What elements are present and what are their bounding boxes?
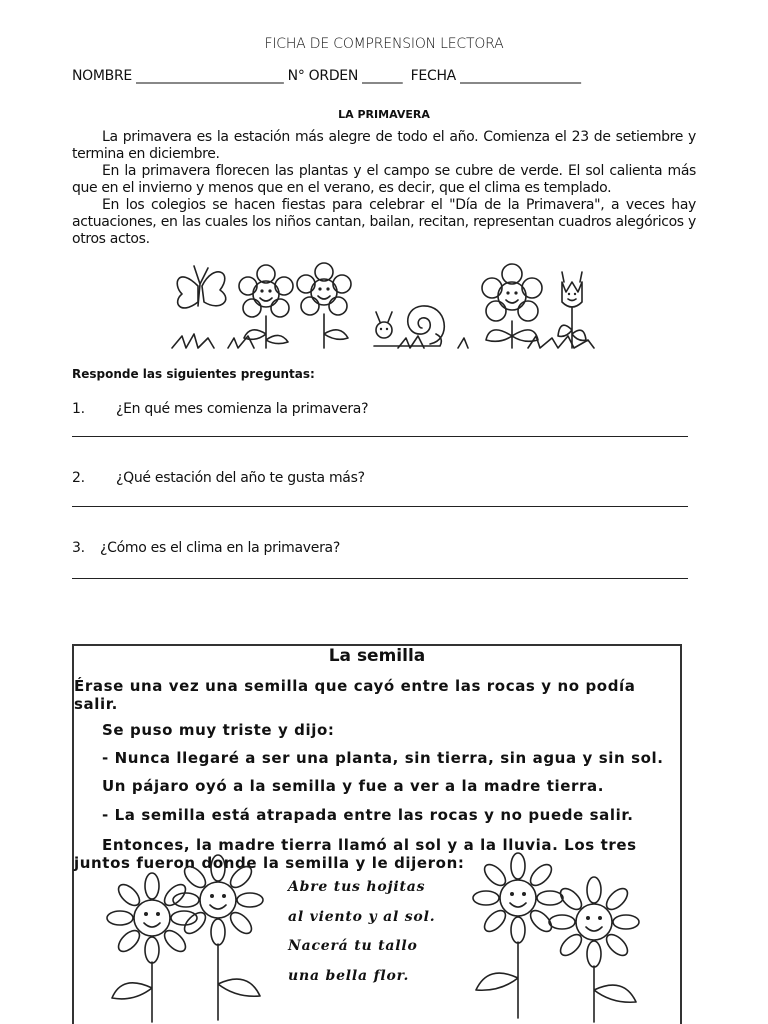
story-line-5: - La semilla está atrapada entre las rocas y no puede salir. <box>102 806 634 824</box>
smiling-flower-icon <box>239 265 293 348</box>
question-number: 1. <box>72 401 85 417</box>
paragraph-2: En la primavera florecen las plantas y el campo se cubre de verde. El sol calienta más que en el invierno y menos que en el verano, es decir, que el clima es templado. <box>72 163 696 196</box>
daisy-icon <box>549 877 639 1022</box>
butterfly-icon <box>177 266 226 308</box>
answer-line-2[interactable] <box>72 506 688 507</box>
daisies-left-illustration <box>92 864 280 1022</box>
daisy-icon <box>107 873 197 1022</box>
answer-line-3[interactable] <box>72 578 688 579</box>
story-line-4: Un pájaro oyó a la semilla y fue a ver a la madre tierra. <box>102 777 604 795</box>
spring-flowers-illustration <box>168 256 600 360</box>
question-1 <box>72 401 368 417</box>
paragraph-3: En los colegios se hacen fiestas para celebrar el "Día de la Primavera", a veces hay actuaciones, en las cuales los niños cantan, bailan, recitan, representan cuadros alegóricos y otros actos. <box>72 197 696 247</box>
answer-line-1[interactable] <box>72 436 688 437</box>
poem-line-1: Abre tus hojitas <box>288 879 426 895</box>
question-text: ¿Cómo es el clima en la primavera? <box>100 540 340 556</box>
daisies-right-illustration <box>462 864 658 1022</box>
story-line-1: Érase una vez una semilla que cayó entre las rocas y no podía salir. <box>74 677 636 713</box>
question-number: 3. <box>72 540 85 556</box>
story-title: La semilla <box>328 646 426 666</box>
questions-instruction: Responde las siguientes preguntas: <box>72 367 315 381</box>
smiling-flower-icon <box>482 264 542 348</box>
question-text: ¿En qué mes comienza la primavera? <box>116 401 369 417</box>
daisy-icon <box>473 853 563 1018</box>
poem-line-3: Nacerá tu tallo <box>288 938 418 954</box>
poem-line-4: una bella flor. <box>288 968 410 984</box>
daisy-icon <box>173 855 263 1020</box>
story-line-6: Entonces, la madre tierra llamó al sol y a la lluvia. Los tres juntos fueron donde la semilla y le dijeron: <box>74 836 637 872</box>
worksheet-title: FICHA DE COMPRENSION LECTORA <box>264 36 504 52</box>
reading-text <box>72 129 696 248</box>
reading-title: LA PRIMAVERA <box>338 108 430 121</box>
smiling-tulip-icon <box>558 272 586 348</box>
smiling-flower-icon <box>297 263 351 348</box>
question-2 <box>72 470 365 486</box>
student-fields-line: NOMBRE ______________________ N° ORDEN ______ FECHA __________________ <box>72 68 581 84</box>
poem-line-2: al viento y al sol. <box>288 909 436 925</box>
question-number: 2. <box>72 470 85 486</box>
question-text: ¿Qué estación del año te gusta más? <box>116 470 365 486</box>
paragraph-1: La primavera es la estación más alegre de todo el año. Comienza el 23 de setiembre y termina en diciembre. <box>72 129 696 162</box>
story-line-3: - Nunca llegaré a ser una planta, sin tierra, sin agua y sin sol. <box>102 749 664 767</box>
question-3 <box>72 540 340 556</box>
story-line-2: Se puso muy triste y dijo: <box>102 721 335 739</box>
snail-icon <box>374 306 444 346</box>
